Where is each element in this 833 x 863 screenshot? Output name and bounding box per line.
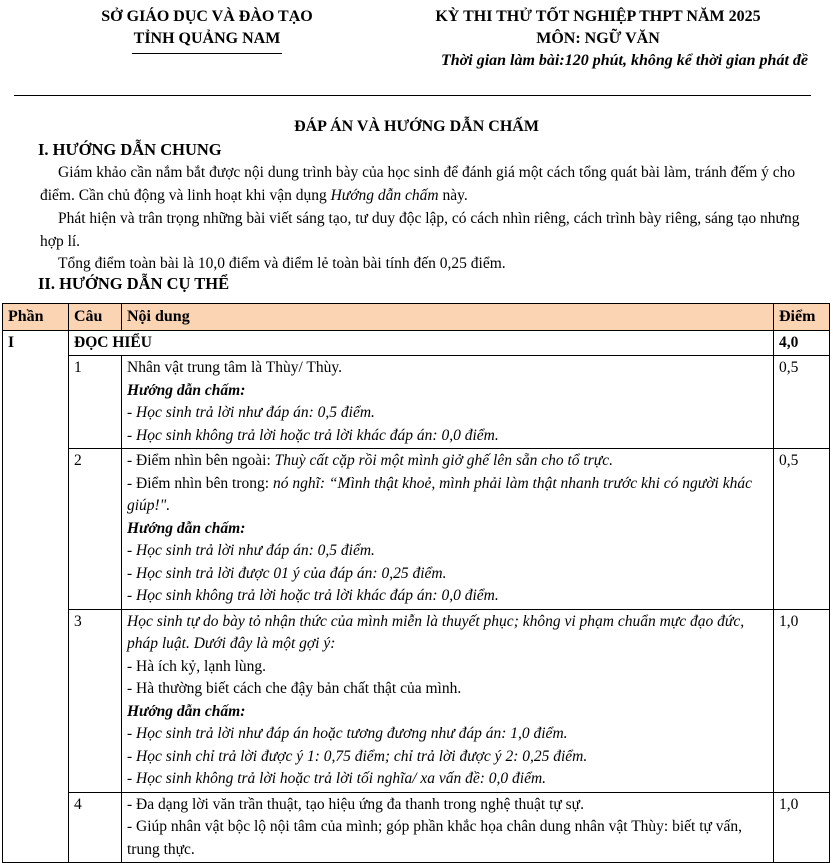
question-score: 0,5 (774, 449, 830, 610)
section2-heading: II. HƯỚNG DẪN CỤ THỂ (38, 274, 230, 293)
question-number: 3 (69, 609, 122, 792)
answer-line: - Giúp nhân vật bộc lộ nội tâm của mình; góp phần khắc họa chân dung nhân vật Thùy: biết tự vấn, trung thực. (127, 818, 743, 858)
table-row-part (3, 330, 830, 356)
answer-line: - Hà thường biết cách che đậy bản chất thật của mình. (127, 680, 462, 697)
header-right (378, 6, 818, 72)
org-line1: SỞ GIÁO DỤC VÀ ĐÀO TẠO (101, 8, 313, 25)
answer-line: - Hà ích kỷ, lạnh lùng. (127, 657, 267, 675)
answer-label: - Điểm nhìn bên ngoài: (127, 452, 275, 469)
guide-line: - Học sinh trả lời được 01 ý của đáp án: 0,25 điểm. (127, 564, 447, 582)
answer-line: Nhân vật trung tâm là Thùy/ Thùy. (127, 359, 342, 376)
answer-line: - Đa dạng lời văn trần thuật, tạo hiệu ứng đa thanh trong nghệ thuật tự sự. (127, 795, 584, 813)
subject: MÔN: NGỮ VĂN (536, 30, 660, 47)
question-score: 1,0 (774, 609, 830, 792)
p1-text-b: này. (438, 186, 468, 204)
question-number: 2 (69, 449, 122, 610)
col-part-header: Phần (3, 304, 69, 331)
answer-label: - Điểm nhìn bên trong: (127, 474, 273, 492)
col-score-header: Điểm (774, 304, 830, 331)
guide-title: Hướng dẫn chấm: (127, 381, 246, 399)
table-row (3, 609, 830, 792)
guide-line: - Học sinh không trả lời hoặc trả lời tối nghĩa/ xa vấn đề: 0,0 điểm. (127, 770, 547, 787)
question-content (122, 449, 774, 610)
table-row (3, 356, 830, 449)
p1-emphasis: Hướng dẫn chấm (330, 186, 439, 204)
guide-line: - Học sinh không trả lời hoặc trả lời khác đáp án: 0,0 điểm. (127, 426, 499, 444)
guide-line: - Học sinh không trả lời hoặc trả lời khác đáp án: 0,0 điểm. (127, 587, 499, 604)
exam-title: KỲ THI THỬ TỐT NGHIỆP THPT NĂM 2025 (435, 8, 761, 25)
section1-paragraph3: Tổng điểm toàn bài là 10,0 điểm và điểm lẻ toàn bài tính đến 0,25 điểm. (58, 255, 506, 272)
guide-line: - Học sinh trả lời như đáp án: 0,5 điểm. (127, 542, 375, 559)
time-note: Thời gian làm bài:120 phút, không kể thời gian phát đề (440, 52, 808, 69)
header-left (62, 6, 352, 54)
scoring-table (2, 303, 830, 863)
answer-quote: Thuỳ cất cặp rồi một mình giở ghế lên sẵn cho tổ trực. (274, 452, 613, 469)
part-title: ĐỌC HIỂU (69, 330, 774, 356)
guide-title: Hướng dẫn chấm: (127, 519, 246, 537)
p1-text-a: Giám khảo cần nắm bắt được nội dung trình bày của học sinh để đánh giá một cách tổng quát bài làm, tránh đếm ý cho điểm. Cần chủ động và linh hoạt khi vận dụng (40, 164, 796, 204)
part-score: 4,0 (774, 330, 830, 356)
intro-line: Học sinh tự do bày tỏ nhận thức của mình miễn là thuyết phục; không vi phạm chuẩn mực đạo đức, pháp luật. Dưới đây là một gợi ý: (127, 612, 745, 652)
answer-line (127, 473, 769, 518)
doc-title: ĐÁP ÁN VÀ HƯỚNG DẪN CHẤM (294, 118, 539, 135)
col-question-header: Câu (69, 304, 122, 331)
question-score: 1,0 (774, 792, 830, 863)
answer-quote: nó nghĩ: “Mình thật khoẻ, mình phải làm thật nhanh trước khi có người khác giúp!". (127, 474, 752, 514)
question-content (122, 609, 774, 792)
org-line2: TỈNH QUẢNG NAM (133, 30, 281, 47)
question-content (122, 356, 774, 449)
section1-paragraph2: Phát hiện và trân trọng những bài viết sáng tạo, tư duy độc lập, có cách nhìn riêng, cách trình bày riêng, sáng tạo nhưng hợp lí. (40, 210, 800, 250)
col-content-header: Nội dung (122, 304, 774, 331)
part-label: I (3, 330, 69, 863)
question-score: 0,5 (774, 356, 830, 449)
answer-line (127, 450, 769, 473)
guide-line: - Học sinh chỉ trả lời được ý 1: 0,75 điểm; chỉ trả lời được ý 2: 0,25 điểm. (127, 747, 588, 765)
guide-line: - Học sinh trả lời như đáp án: 0,5 điểm. (127, 404, 375, 421)
question-number: 4 (69, 792, 122, 863)
section1-heading: I. HƯỚNG DẪN CHUNG (38, 140, 222, 159)
table-header-row (3, 304, 830, 331)
guide-line: - Học sinh trả lời như đáp án hoặc tương đương như đáp án: 1,0 điểm. (127, 725, 568, 742)
header-divider (14, 95, 811, 96)
table-row (3, 449, 830, 610)
question-number: 1 (69, 356, 122, 449)
section1-paragraph1 (40, 162, 800, 207)
guide-title: Hướng dẫn chấm: (127, 702, 246, 720)
header-left-underline (132, 53, 282, 54)
